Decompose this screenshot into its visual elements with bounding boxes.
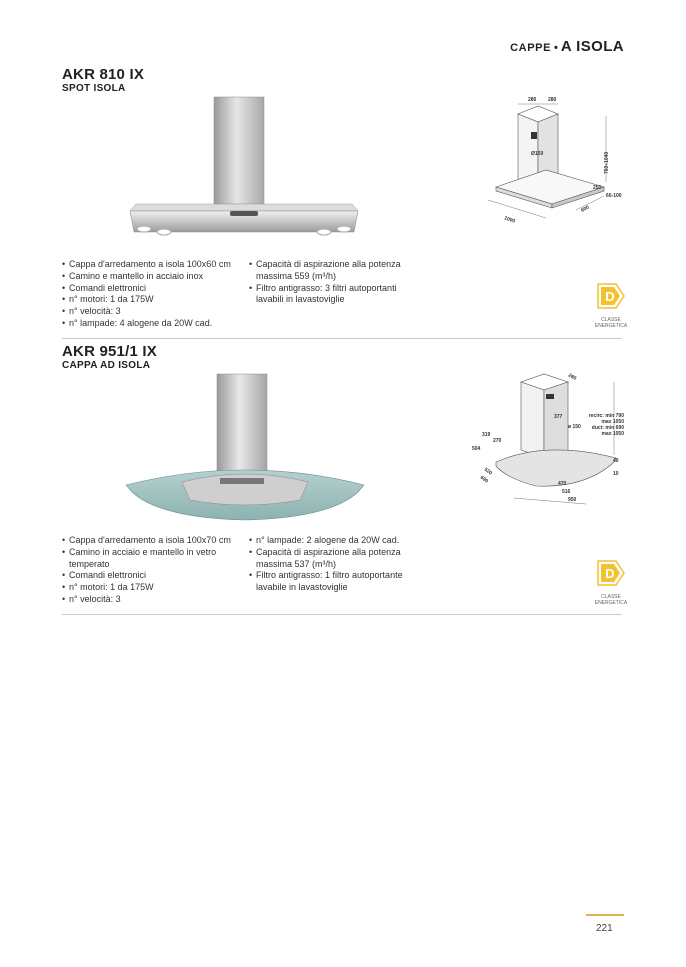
features-right-akr810 [249, 259, 411, 306]
product-model: AKR 810 IX [62, 66, 145, 83]
dim-j: 10 [613, 471, 619, 477]
product-type: CAPPA AD ISOLA [62, 360, 151, 371]
energy-class-icon [596, 560, 626, 586]
energy-class-badge [586, 560, 636, 606]
feature-item: • Capacità di aspirazione alla potenza massima 559 (m³/h) [249, 259, 411, 283]
section-divider [62, 338, 622, 339]
dim-width: 1000 [503, 215, 516, 225]
dim-note: max 1050 [601, 419, 624, 425]
page-number-bar [586, 914, 624, 916]
features-left-akr810 [62, 259, 242, 330]
feature-item: • Camino in acciaio e mantello in vetro temperato [62, 547, 242, 571]
category-label: CAPPE [510, 42, 552, 54]
dim-side: 250 [593, 185, 602, 191]
dim-height: 760÷1040 [604, 151, 610, 174]
dim-top-a: 280 [528, 97, 537, 103]
feature-item: • Comandi elettronici [62, 283, 242, 295]
dimension-drawing-akr810 [476, 92, 626, 232]
feature-item: • n° lampade: 2 alogene da 20W cad. [249, 535, 419, 547]
section-header [510, 38, 624, 56]
feature-item: • n° velocità: 3 [62, 306, 242, 318]
dim-top-b: 280 [548, 97, 557, 103]
subcategory-label: A ISOLA [560, 38, 624, 55]
section-divider [62, 614, 622, 615]
features-right-akr951 [249, 535, 419, 594]
dim-note: duct: min 690 [591, 425, 624, 431]
feature-item: • Camino e mantello in acciaio inox [62, 271, 242, 283]
dim-note: recirc: min 790 [588, 413, 624, 419]
dim-b: 270 [493, 438, 502, 444]
feature-item: • n° motori: 1 da 175W [62, 294, 242, 306]
dim-d: 520 [482, 466, 494, 477]
dim-g: 516 [562, 489, 571, 495]
feature-item: • Filtro antigrasso: 3 filtri autoportanti lavabili in lavastoviglie [249, 283, 411, 307]
energy-class-letter: D [605, 289, 615, 304]
feature-item: • n° motori: 1 da 175W [62, 582, 242, 594]
dim-thickness: 60-100 [606, 193, 622, 199]
feature-item: • Capacità di aspirazione alla potenza massima 537 (m³/h) [249, 547, 419, 571]
dim-c: 504 [472, 446, 481, 452]
dim-duct: ø 150 [568, 424, 581, 430]
dim-note: max 1050 [601, 431, 624, 437]
feature-item: • n° lampade: 4 alogene da 20W cad. [62, 318, 242, 330]
energy-class-icon [596, 283, 626, 309]
energy-class-badge [586, 283, 636, 329]
dim-inner: 377 [554, 414, 563, 420]
energy-class-letter: D [605, 566, 615, 581]
feature-item: • Cappa d'arredamento a isola 100x60 cm [62, 259, 242, 271]
energy-class-label: CLASSE ENERGETICA [594, 317, 628, 329]
feature-item: • n° velocità: 3 [62, 594, 242, 606]
product-model: AKR 951/1 IX [62, 343, 157, 360]
dimension-drawing-akr951 [472, 370, 626, 510]
feature-item: • Cappa d'arredamento a isola 100x70 cm [62, 535, 242, 547]
dim-h: 950 [568, 497, 577, 503]
header-separator: • [554, 42, 558, 54]
hood-photo-akr810 [124, 92, 364, 242]
dim-i: 40 [613, 458, 619, 464]
product-type: SPOT ISOLA [62, 83, 126, 94]
dim-e: 690 [478, 474, 490, 485]
feature-item: • Comandi elettronici [62, 570, 242, 582]
dim-duct: Ø150 [531, 151, 544, 157]
energy-class-label: CLASSE ENERGETICA [594, 594, 628, 606]
dim-depth: 600 [580, 204, 591, 214]
page-number: 221 [596, 923, 613, 934]
dim-top: 280 [567, 372, 578, 382]
features-left-akr951 [62, 535, 242, 606]
dim-a: 319 [482, 432, 491, 438]
feature-item: • Filtro antigrasso: 1 filtro autoportante lavabile in lavastoviglie [249, 570, 419, 594]
dim-f: 470 [558, 481, 567, 487]
hood-photo-akr951 [120, 370, 370, 525]
